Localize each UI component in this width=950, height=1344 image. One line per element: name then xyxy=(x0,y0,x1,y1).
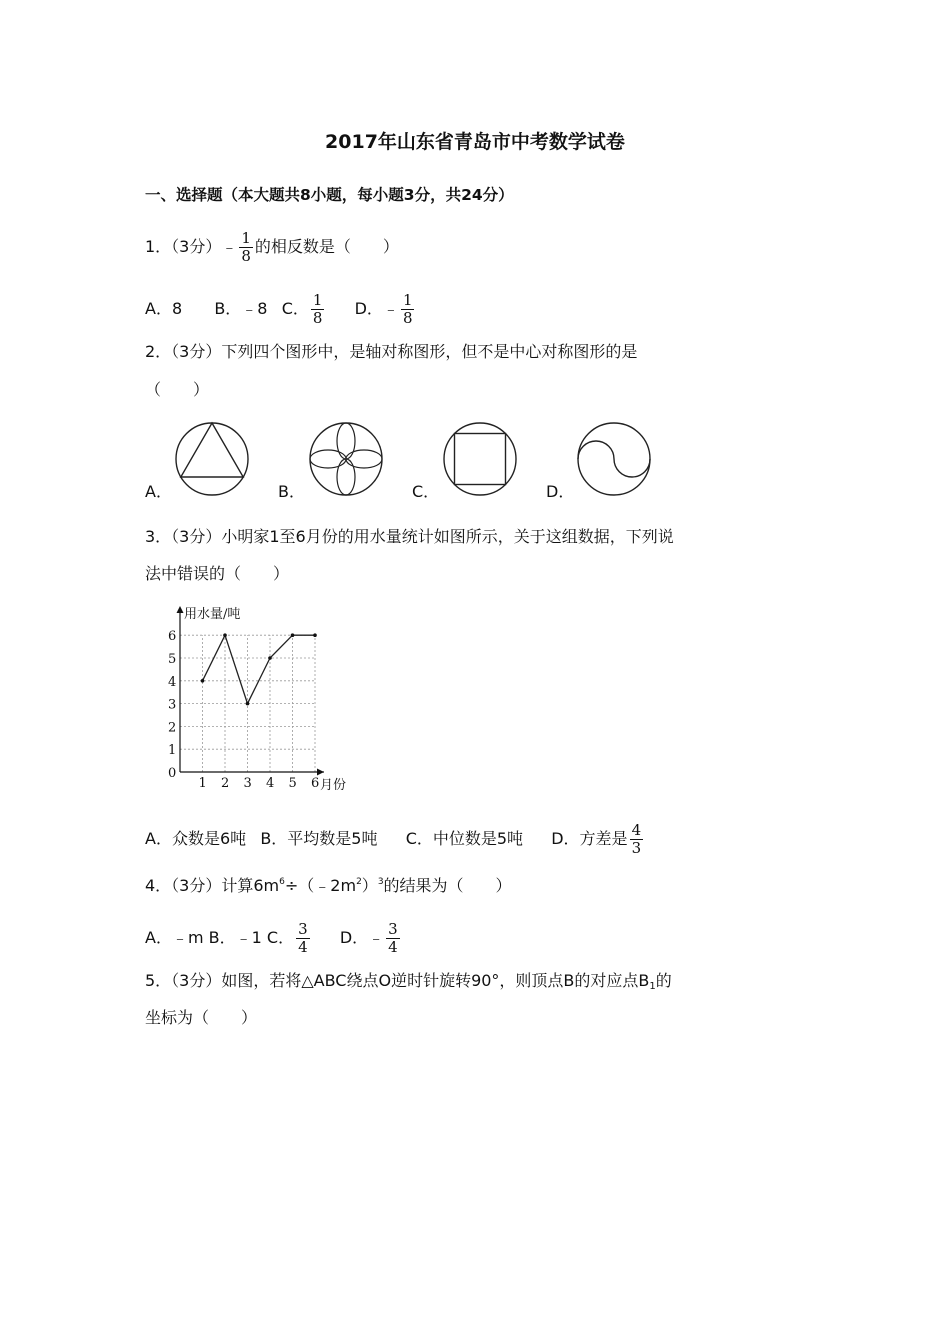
frac-num: 1 xyxy=(241,229,251,247)
data-point xyxy=(291,633,295,637)
q4-option-d-fraction xyxy=(386,921,400,956)
series-line xyxy=(203,635,316,703)
frac-num: 1 xyxy=(312,291,323,309)
question-3-line-2: 法中错误的（ ） xyxy=(145,564,290,583)
q4-suffix: 的结果为（ ） xyxy=(383,876,512,895)
q3-options xyxy=(145,822,645,857)
q5-text-a: 5．（3分）如图，若将△ABC绕点O逆时针旋转90°，则顶点B的对应点B xyxy=(145,971,650,990)
data-point xyxy=(313,633,317,637)
question-3-line-1: 3．（3分）小明家1至6月份的用水量统计如图所示，关于这组数据，下列说 xyxy=(145,527,674,546)
y-tick-label: 3 xyxy=(168,697,177,713)
q5-subscript: 1 xyxy=(649,981,656,992)
frac-den: 4 xyxy=(388,938,398,956)
q1-suffix: 的相反数是（ ） xyxy=(254,237,399,256)
frac-den: 8 xyxy=(402,309,413,327)
q4-exponent-1: 6 xyxy=(279,877,285,887)
q1-option-a: A．8 xyxy=(145,299,183,318)
q4-option-a: A．﹣m xyxy=(145,928,204,947)
frac-den: 8 xyxy=(312,309,323,327)
frac-den: 3 xyxy=(631,839,642,857)
q4-mid-1: ÷（﹣2m xyxy=(284,876,357,895)
y-tick-label: 5 xyxy=(168,652,177,667)
q2-option-d-label: D． xyxy=(546,482,575,501)
q1-option-c: C． xyxy=(281,299,309,318)
frac-den: 8 xyxy=(241,247,251,265)
frac-num: 3 xyxy=(298,920,308,938)
x-tick-label: 5 xyxy=(288,776,297,791)
q2-option-b-label: B． xyxy=(278,482,305,501)
q4-option-c: C． xyxy=(266,928,295,947)
section-heading: 一、选择题（本大题共8小题，每小题3分，共24分） xyxy=(145,186,514,204)
question-5-line-2: 坐标为（ ） xyxy=(145,1008,258,1027)
x-axis-arrow xyxy=(317,769,324,776)
y-tick-label: 0 xyxy=(168,766,177,781)
figure-b-circle-petals xyxy=(304,417,388,501)
q4-exponent-3: 3 xyxy=(377,877,384,887)
figure-c-circle-square xyxy=(438,417,522,501)
q4-exponent-2: 2 xyxy=(356,877,362,887)
x-tick-label: 1 xyxy=(198,776,207,791)
figure-a-circle-triangle xyxy=(170,417,254,501)
page-title: 2017年山东省青岛市中考数学试卷 xyxy=(325,131,625,153)
q4-option-d: D．﹣ xyxy=(339,928,385,947)
q3-option-c: C．中位数是5吨 xyxy=(405,829,524,848)
q4-prefix: 4．（3分）计算6m xyxy=(145,876,280,895)
question-4 xyxy=(145,872,512,896)
q2-option-a-label: A． xyxy=(145,482,172,501)
figure-d-circle-s-curve xyxy=(572,417,656,501)
q4-mid-2: ） xyxy=(361,876,378,895)
q1-fraction xyxy=(239,230,253,265)
frac-num: 1 xyxy=(402,291,413,309)
water-usage-line-chart xyxy=(140,600,360,800)
q2-option-c-label: C． xyxy=(412,482,440,501)
y-tick-label: 2 xyxy=(168,720,177,736)
data-point xyxy=(268,656,272,660)
q1-option-d-fraction xyxy=(401,292,415,327)
question-2-line-2: （ ） xyxy=(145,380,210,399)
q4-option-b: B．﹣1 xyxy=(208,928,262,947)
y-axis-arrow xyxy=(177,606,184,613)
q1-option-c-fraction xyxy=(311,292,325,327)
y-tick-label: 6 xyxy=(168,629,177,645)
question-2-line-1: 2．（3分）下列四个图形中，是轴对称图形，但不是中心对称图形的是 xyxy=(145,342,638,361)
q3-option-b: B．平均数是5吨 xyxy=(260,829,378,848)
data-point xyxy=(246,702,250,706)
q4-options xyxy=(145,921,402,956)
q1-option-d: D．﹣ xyxy=(354,299,399,318)
y-tick-label: 4 xyxy=(168,674,177,690)
x-tick-label: 6 xyxy=(311,776,320,791)
q4-option-c-fraction xyxy=(296,921,310,956)
q3-option-d-fraction xyxy=(630,822,644,857)
frac-num: 3 xyxy=(388,920,398,938)
question-1 xyxy=(145,230,399,265)
x-axis-title: 月份 xyxy=(320,778,347,793)
q1-option-b: B．﹣8 xyxy=(214,299,268,318)
y-tick-label: 1 xyxy=(168,743,177,759)
data-point xyxy=(201,679,205,683)
frac-num: 4 xyxy=(631,821,642,839)
x-tick-label: 3 xyxy=(243,776,252,791)
q3-option-d: D．方差是 xyxy=(551,829,628,848)
frac-den: 4 xyxy=(298,938,308,956)
data-point xyxy=(223,633,227,637)
x-tick-label: 4 xyxy=(266,776,275,791)
x-tick-label: 2 xyxy=(221,776,230,791)
q1-options xyxy=(145,292,416,327)
y-axis-title: 用水量/吨 xyxy=(184,607,241,622)
q1-prefix: 1．（3分）﹣ xyxy=(145,237,238,256)
question-5-line-1 xyxy=(145,971,672,997)
q5-text-b: 的 xyxy=(655,971,672,990)
q3-option-a: A．众数是6吨 xyxy=(145,829,247,848)
